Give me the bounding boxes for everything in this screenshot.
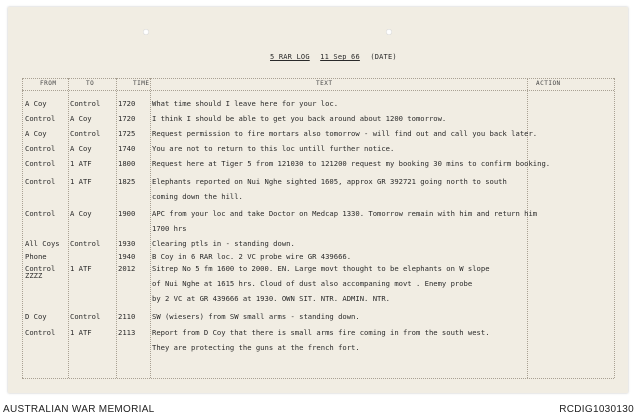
row-time: 1900 [118,209,136,218]
row-text: coming down the hill. [152,192,243,201]
row-text: Elephants reported on Nui Nghe sighted 1605, approx GR 392721 going north to south [152,177,507,186]
row-from: A Coy [25,99,47,108]
table-column-rule [22,78,23,378]
punch-hole [143,29,149,35]
log-header [270,53,403,61]
row-from: Control [25,264,56,273]
row-text: Request here at Tiger 5 from 121030 to 121200 request my booking 30 mins to confirm booking. [152,159,551,168]
row-text: I think I should be able to get you back around about 1200 tomorrow. [152,114,447,123]
row-from: Control [25,144,56,153]
log-date: 11 Sep 66 [320,53,360,61]
row-from: D Coy [25,312,47,321]
table-column-rule [527,78,528,378]
row-text: What time should I leave here for your loc. [152,99,339,108]
row-time: 1800 [118,159,136,168]
row-text: APC from your loc and take Doctor on Medcap 1330. Tomorrow remain with him and return him [152,209,538,218]
row-text: They are protecting the guns at the french fort. [152,343,360,352]
row-to: Control [70,129,101,138]
punch-hole [386,29,392,35]
row-time: 1720 [118,114,136,123]
row-to: 1 ATF [70,264,92,273]
col-header-text: TEXT [316,80,333,87]
row-text: Request permission to fire mortars also tomorrow - will find out and call you back later. [152,129,538,138]
row-time: 1725 [118,129,136,138]
row-time: 1940 [118,252,136,261]
table-column-rule [614,78,615,378]
row-to: A Coy [70,144,92,153]
table-column-rule [150,78,151,378]
row-from-extra: ZZZZ [25,271,43,280]
row-to: Control [70,239,101,248]
col-header-from: FROM [40,80,57,87]
row-time: 1930 [118,239,136,248]
row-to: 1 ATF [70,177,92,186]
row-text: of Nui Nghe at 1615 hrs. Cloud of dust also accompaning movt . Enemy probe [152,279,473,288]
row-text: 1700 hrs [152,224,187,233]
row-from: Control [25,114,56,123]
log-title: 5 RAR LOG [270,53,310,61]
row-text: SW (wiesers) from SW small arms - standing down. [152,312,360,321]
row-text: Report from D Coy that there is small arms fire coming in from the south west. [152,328,490,337]
row-text: B Coy in 6 RAR loc. 2 VC probe wire GR 439666. [152,252,352,261]
footer-reference: RCDIG1030130 [559,404,634,415]
col-header-time: TIME [133,80,150,87]
row-time: 2012 [118,264,136,273]
table-column-rule [116,78,117,378]
row-text: Clearing ptls in - standing down. [152,239,295,248]
row-time: 1740 [118,144,136,153]
row-text: by 2 VC at GR 439666 at 1930. OWN SIT. NTR. ADMIN. NTR. [152,294,390,303]
log-date-label: (DATE) [370,53,397,61]
row-time: 2110 [118,312,136,321]
row-time: 1720 [118,99,136,108]
row-from: Control [25,328,56,337]
footer-source: AUSTRALIAN WAR MEMORIAL [3,404,155,415]
row-from: Control [25,209,56,218]
table-rule [22,78,614,79]
row-from: Control [25,159,56,168]
row-to: A Coy [70,209,92,218]
table-rule [22,378,614,379]
row-from: Control [25,177,56,186]
row-to: 1 ATF [70,159,92,168]
row-from: All Coys [25,239,60,248]
col-header-action: ACTION [536,80,561,87]
row-from: Phone [25,252,47,261]
row-from: A Coy [25,129,47,138]
row-time: 2113 [118,328,136,337]
row-to: Control [70,99,101,108]
row-to: 1 ATF [70,328,92,337]
row-text: Sitrep No 5 fm 1600 to 2000. EN. Large movt thought to be elephants on W slope [152,264,490,273]
col-header-to: TO [86,80,95,87]
row-to: Control [70,312,101,321]
row-time: 1825 [118,177,136,186]
row-to: A Coy [70,114,92,123]
table-rule [22,90,614,91]
row-text: You are not to return to this loc untill further notice. [152,144,395,153]
table-column-rule [68,78,69,378]
